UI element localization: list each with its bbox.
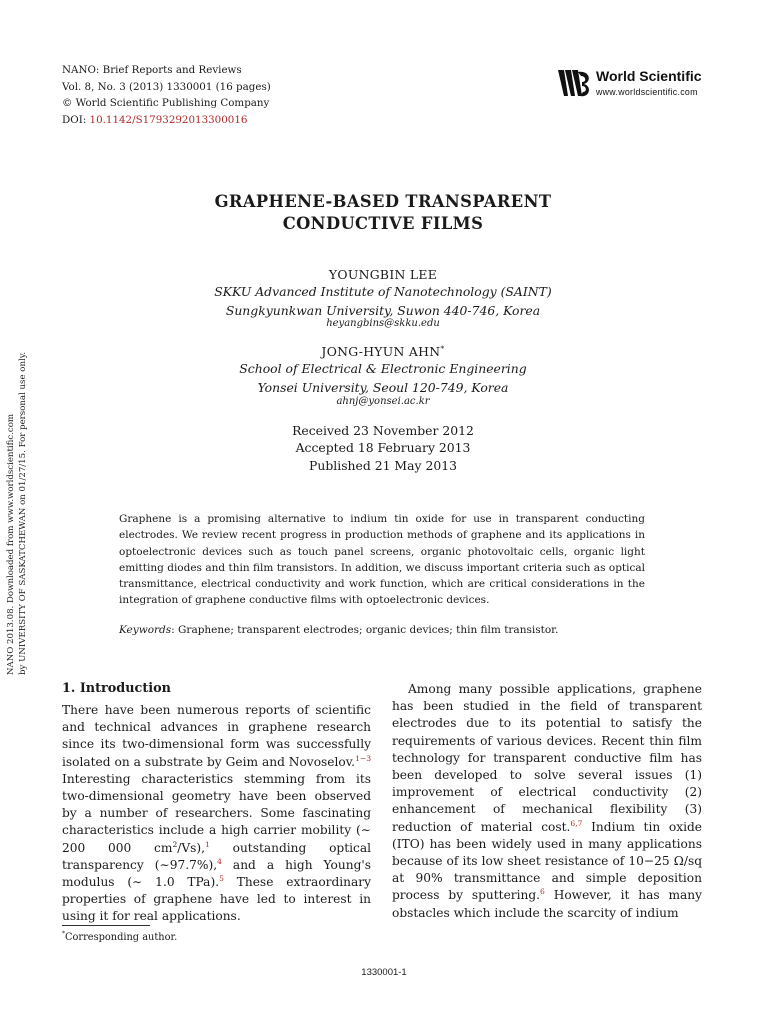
citation-link[interactable]: 6,7 [570,818,583,828]
body-text: outstanding optical transparency (∼97.7%), [62,840,372,872]
download-note [6,335,29,675]
footnote [62,932,177,943]
journal-copyright: © World Scientific Publishing Company [62,97,270,109]
download-note-line1: NANO 2013.08. Downloaded from www.worldscientific.com [6,413,16,675]
body-text: /Vs), [177,840,206,855]
doi-label: DOI: [62,113,90,126]
journal-doi [62,112,271,129]
publisher-url[interactable]: www.worldscientific.com [596,87,698,97]
publisher-logo [556,64,706,102]
body-text: There have been numerous reports of scientific and technical advances in graphene research since its two-dimensional form was successfully isolated on a substrate by Geim and Novoselov. [62,703,371,769]
citation-link[interactable]: 1 [205,839,210,849]
world-scientific-logo-icon [556,64,592,102]
citation-link[interactable]: 5 [219,873,224,883]
author-name [100,267,666,282]
corresponding-mark: * [440,343,445,353]
body-text-right [392,681,702,922]
author-name-text: YOUNGBIN LEE [328,267,438,282]
published-date: Published 21 May 2013 [309,457,457,473]
author-name [100,344,666,359]
author-affiliation [100,359,666,397]
footnote-mark: * [62,930,66,938]
journal-info [62,62,271,128]
author-affiliation [100,282,666,320]
journal-name: NANO: Brief Reports and Reviews [62,64,242,76]
keywords [119,624,645,636]
page-number: 1330001-1 [361,967,407,978]
paper-title [100,191,666,235]
body-text: These extraordinary properties of graphene have led to interest in using it for real applications. [62,875,372,924]
section-heading: 1. Introduction [62,681,171,696]
body-text: Among many possible applications, graphene has been studied in the field of transparent electrodes due to its potential to satisfy the requirements of various devices. Recent thin film technology for transparent conductive film has been developed to solve several issues (1) improvement of electrical conductivity (2) enhancement of mechanical flexibility (3) reduction of material cost. [392,682,702,834]
title-line1: GRAPHENE-BASED TRANSPARENT [214,192,552,211]
download-note-line2: by UNIVERSITY OF SASKATCHEWAN on 01/27/15. For personal use only. [17,351,28,675]
doi-link[interactable]: 10.1142/S1793292013300016 [89,113,248,126]
keywords-text: : Graphene; transparent electrodes; organic devices; thin film transistor. [171,624,559,636]
publication-dates [100,422,666,474]
author-name-text: JONG-HYUN AHN [321,344,441,359]
citation-link[interactable]: 1−3 [355,753,371,763]
affiliation-line: Sungkyunkwan University, Suwon 440-746, Korea [225,303,541,318]
body-text: Interesting characteristics stemming from its two-dimensional geometry have been observed by a number of researchers. Some fascinating characteristics include a high carrier mobility (∼ 200 000 cm [62,771,371,855]
citation-link[interactable]: 4 [217,856,222,866]
author-email[interactable]: ahnj@yonsei.ac.kr [336,396,430,407]
body-text: and a high Young's modulus (∼ 1.0 TPa). [62,857,371,890]
citation-link[interactable]: 6 [540,887,545,897]
affiliation-line: School of Electrical & Electronic Engineering [239,361,527,376]
keywords-label: Keywords [119,624,172,636]
abstract: Graphene is a promising alternative to indium tin oxide for use in transparent conducting electrodes. We review recent progress in production methods of graphene and its applications in optoelectronic devices such as touch panel screens, organic photovoltaic cells, organic light emitting diodes and thin film transistors. In addition, we discuss important criteria such as optical transmittance, electrical conductivity and work function, which are critical considerations in the integration of graphene conductive films with optoelectronic devices. [119,513,645,607]
journal-volume: Vol. 8, No. 3 (2013) 1330001 (16 pages) [62,80,271,93]
received-date: Received 23 November 2012 [292,423,474,438]
footnote-divider [62,925,150,926]
affiliation-line: SKKU Advanced Institute of Nanotechnology (SAINT) [214,284,552,299]
author-email[interactable]: heyangbins@skku.edu [326,318,440,329]
publisher-brand: World Scientific [596,68,702,84]
title-line2: CONDUCTIVE FILMS [282,214,484,233]
body-text-left [62,702,371,926]
accepted-date: Accepted 18 February 2013 [295,440,471,456]
body-text: Indium tin oxide (ITO) has been widely used in many applications because of its low sheet resistance of 10−25 Ω/sq at 90% transmittance and simple deposition process by sputtering. [392,819,702,903]
affiliation-line: Yonsei University, Seoul 120-749, Korea [257,380,509,395]
footnote-text: Corresponding author. [65,932,178,943]
body-text: However, it has many obstacles which include the scarcity of indium [392,888,703,920]
unit-exponent: 2 [172,839,178,849]
